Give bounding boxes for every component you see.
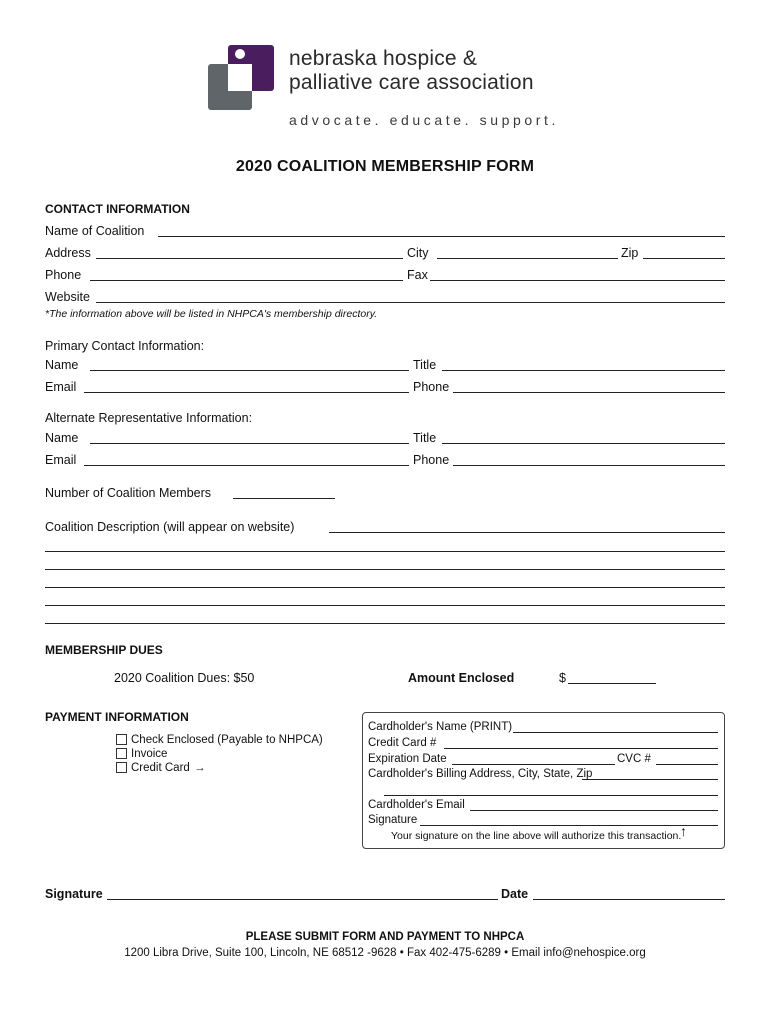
credit-card-option-label: Credit Card: [131, 762, 190, 774]
address-field[interactable]: [96, 258, 403, 259]
fax-label: Fax: [407, 268, 428, 282]
expiration-label: Expiration Date: [368, 753, 447, 765]
phone-label: Phone: [45, 268, 82, 282]
dues-amount: 2020 Coalition Dues: $50: [114, 671, 255, 685]
org-name-line2: palliative care association: [289, 71, 534, 94]
description-line[interactable]: [45, 551, 725, 552]
alternate-email-label: Email: [45, 453, 77, 467]
signature-field[interactable]: [107, 899, 498, 900]
cardholder-name-label: Cardholder's Name (PRINT): [368, 721, 513, 733]
coalition-name-label: Name of Coalition: [45, 224, 145, 238]
description-line[interactable]: [45, 587, 725, 588]
primary-name-label: Name: [45, 358, 79, 372]
currency-symbol: $: [559, 671, 566, 685]
signature-label: Signature: [45, 887, 103, 901]
cardholder-email-label: Cardholder's Email: [368, 799, 465, 811]
description-label: Coalition Description (will appear on website): [45, 520, 295, 534]
directory-note: *The information above will be listed in NHPCA's membership directory.: [45, 308, 378, 320]
primary-title-label: Title: [413, 358, 437, 372]
alternate-heading: Alternate Representative Information:: [45, 411, 253, 425]
billing-address-label: Cardholder's Billing Address, City, State, Zip: [368, 768, 593, 780]
invoice-checkbox[interactable]: [116, 748, 127, 759]
contact-heading: CONTACT INFORMATION: [45, 202, 190, 216]
invoice-option-label: Invoice: [131, 748, 168, 760]
alternate-name-field[interactable]: [90, 443, 409, 444]
city-label: City: [407, 246, 429, 260]
submit-instruction: PLEASE SUBMIT FORM AND PAYMENT TO NHPCA: [245, 931, 525, 943]
check-option-label: Check Enclosed (Payable to NHPCA): [131, 734, 323, 746]
alternate-phone-label: Phone: [413, 453, 450, 467]
description-line[interactable]: [45, 623, 725, 624]
website-field[interactable]: [96, 302, 725, 303]
primary-email-label: Email: [45, 380, 77, 394]
tagline: advocate. educate. support.: [289, 112, 559, 128]
nhpca-logo: [208, 45, 274, 111]
primary-name-field[interactable]: [90, 370, 409, 371]
members-field[interactable]: [233, 498, 335, 499]
credit-card-checkbox[interactable]: [116, 762, 127, 773]
cardholder-name-field[interactable]: [513, 732, 718, 733]
primary-heading: Primary Contact Information:: [45, 339, 205, 353]
billing-address-field-2[interactable]: [384, 795, 718, 796]
alternate-email-field[interactable]: [84, 465, 409, 466]
dues-heading: MEMBERSHIP DUES: [45, 643, 163, 657]
website-label: Website: [45, 290, 90, 304]
description-line[interactable]: [329, 532, 725, 533]
date-field[interactable]: [533, 899, 725, 900]
contact-address: 1200 Libra Drive, Suite 100, Lincoln, NE 68512 -9628 • Fax 402-475-6289 • Email info@nehospice.org: [124, 947, 646, 959]
payment-heading: PAYMENT INFORMATION: [45, 710, 189, 724]
card-signature-label: Signature: [368, 814, 418, 826]
fax-field[interactable]: [430, 280, 725, 281]
description-line[interactable]: [45, 605, 725, 606]
org-name-line1: nebraska hospice &: [289, 47, 478, 70]
phone-field[interactable]: [90, 280, 403, 281]
zip-label: Zip: [621, 246, 639, 260]
address-label: Address: [45, 246, 91, 260]
date-label: Date: [501, 887, 529, 901]
arrow-right-icon: →: [194, 762, 206, 774]
alternate-name-label: Name: [45, 431, 79, 445]
billing-address-field[interactable]: [582, 779, 718, 780]
amount-enclosed-field[interactable]: [568, 683, 656, 684]
coalition-name-field[interactable]: [158, 236, 725, 237]
primary-phone-label: Phone: [413, 380, 450, 394]
primary-phone-field[interactable]: [453, 392, 725, 393]
alternate-title-field[interactable]: [442, 443, 725, 444]
primary-title-field[interactable]: [442, 370, 725, 371]
up-arrow-icon: ↑: [680, 823, 687, 839]
form-title: 2020 COALITION MEMBERSHIP FORM: [235, 158, 535, 175]
card-number-field[interactable]: [444, 748, 718, 749]
alternate-title-label: Title: [413, 431, 437, 445]
description-line[interactable]: [45, 569, 725, 570]
authorize-note: Your signature on the line above will authorize this transaction.: [391, 830, 682, 842]
alternate-phone-field[interactable]: [453, 465, 725, 466]
cvc-label: CVC #: [617, 753, 651, 765]
cardholder-email-field[interactable]: [470, 810, 718, 811]
city-field[interactable]: [437, 258, 618, 259]
members-label: Number of Coalition Members: [45, 486, 212, 500]
cvc-field[interactable]: [656, 764, 718, 765]
expiration-field[interactable]: [452, 764, 615, 765]
card-signature-field[interactable]: [420, 825, 718, 826]
amount-enclosed-label: Amount Enclosed: [408, 671, 515, 685]
zip-field[interactable]: [643, 258, 725, 259]
primary-email-field[interactable]: [84, 392, 409, 393]
check-checkbox[interactable]: [116, 734, 127, 745]
card-number-label: Credit Card #: [368, 737, 437, 749]
